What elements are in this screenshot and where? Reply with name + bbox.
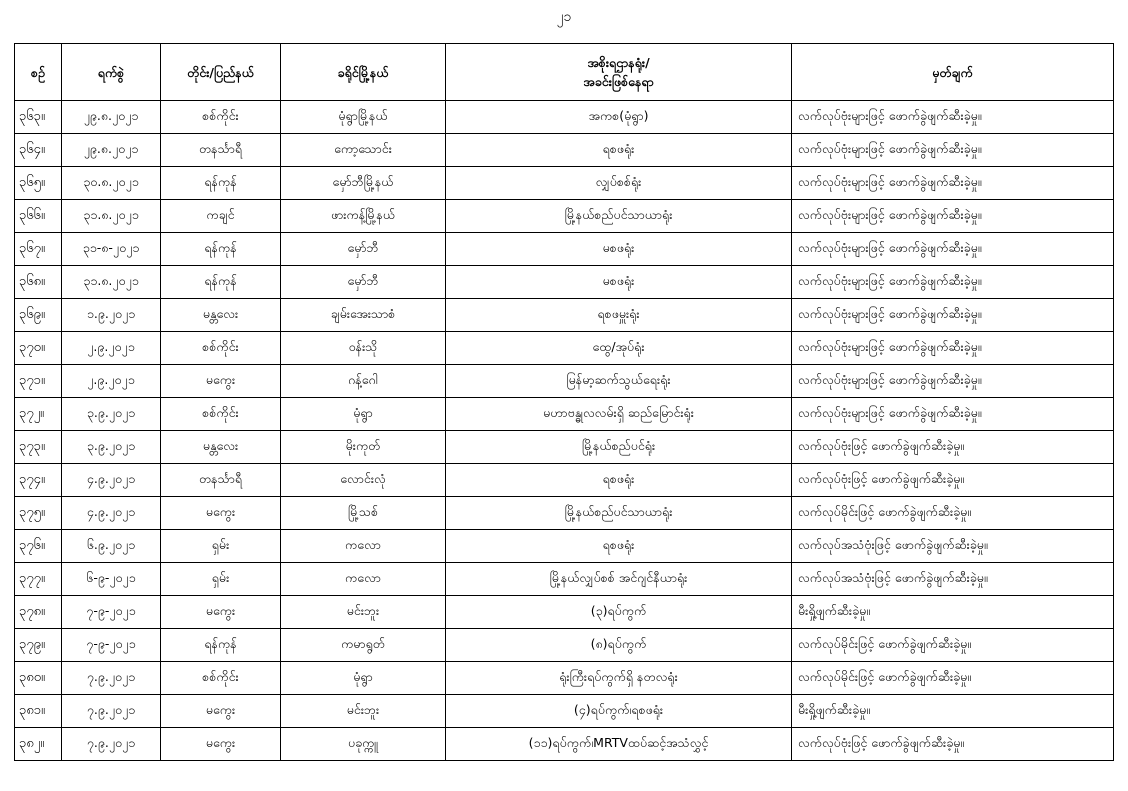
cell-no: ၃၆၄။ xyxy=(15,134,62,167)
table-row xyxy=(15,431,1114,464)
table-row xyxy=(15,134,1114,167)
cell-district: ဂန့်ဂေါ xyxy=(281,365,446,398)
cell-district: ဖားကန့်မြို့နယ် xyxy=(281,200,446,233)
cell-remark: လက်လုပ်ဗုံးများဖြင့် ဖောက်ခွဲဖျက်ဆီးခဲ့မှု။ xyxy=(792,365,1114,398)
cell-remark: လက်လုပ်မိုင်းဖြင့် ဖောက်ခွဲဖျက်ဆီးခဲ့မှု။ xyxy=(792,662,1114,695)
cell-office: မစဖရုံး xyxy=(446,266,792,299)
cell-date: ၃၁.၈.၂၀၂၁ xyxy=(62,200,161,233)
cell-remark: လက်လုပ်ဗုံးများဖြင့် ဖောက်ခွဲဖျက်ဆီးခဲ့မှု။ xyxy=(792,398,1114,431)
cell-no: ၃၇၈။ xyxy=(15,596,62,629)
cell-region: စစ်ကိုင်း xyxy=(161,332,281,365)
cell-district: ကလော xyxy=(281,530,446,563)
table-row xyxy=(15,629,1114,662)
cell-date: ၂.၉.၂၀၂၁ xyxy=(62,365,161,398)
cell-no: ၃၆၅။ xyxy=(15,167,62,200)
table-row xyxy=(15,728,1114,761)
cell-date: ၂.၉.၂၀၂၁ xyxy=(62,332,161,365)
cell-district: လောင်းလုံ xyxy=(281,464,446,497)
cell-remark: လက်လုပ်အသံဗုံးဖြင့် ဖောက်ခွဲဖျက်ဆီးခဲ့မှု။ xyxy=(792,563,1114,596)
cell-district: မိုးကုတ် xyxy=(281,431,446,464)
cell-no: ၃၇၃။ xyxy=(15,431,62,464)
header-office xyxy=(446,44,792,101)
table-row xyxy=(15,662,1114,695)
cell-office: လျှပ်စစ်ရုံး xyxy=(446,167,792,200)
header-region: တိုင်း/ပြည်နယ် xyxy=(161,44,281,101)
cell-no: ၃၆၃။ xyxy=(15,101,62,134)
cell-district: မြို့သစ် xyxy=(281,497,446,530)
cell-no: ၃၈၂။ xyxy=(15,728,62,761)
cell-no: ၃၆၈။ xyxy=(15,266,62,299)
cell-no: ၃၇၄။ xyxy=(15,464,62,497)
table-row xyxy=(15,695,1114,728)
cell-office: မြို့နယ်စည်ပင်ရုံး xyxy=(446,431,792,464)
cell-district: မှော်ဘီ xyxy=(281,266,446,299)
cell-remark: လက်လုပ်ဗုံးများဖြင့် ဖောက်ခွဲဖျက်ဆီးခဲ့မှု။ xyxy=(792,332,1114,365)
table-row xyxy=(15,596,1114,629)
table-row xyxy=(15,497,1114,530)
table-row xyxy=(15,299,1114,332)
cell-no: ၃၇၅။ xyxy=(15,497,62,530)
cell-region: ရှမ်း xyxy=(161,563,281,596)
cell-office: ရစဖရုံး xyxy=(446,530,792,563)
cell-date: ၇-၉-၂၀၂၁ xyxy=(62,596,161,629)
cell-region: ရန်ကုန် xyxy=(161,167,281,200)
cell-no: ၃၇၁။ xyxy=(15,365,62,398)
cell-remark: လက်လုပ်အသံဗုံးဖြင့် ဖောက်ခွဲဖျက်ဆီးခဲ့မှု။ xyxy=(792,530,1114,563)
cell-region: ရန်ကုန် xyxy=(161,266,281,299)
cell-region: တနင်္သာရီ xyxy=(161,134,281,167)
cell-remark: လက်လုပ်ဗုံးဖြင့် ဖောက်ခွဲဖျက်ဆီးခဲ့မှု။ xyxy=(792,431,1114,464)
cell-date: ၃.၉.၂၀၂၁ xyxy=(62,398,161,431)
cell-office: (၄)ရပ်ကွက်၊ရစဖရုံး xyxy=(446,695,792,728)
cell-region: ကချင် xyxy=(161,200,281,233)
cell-no: ၃၈၁။ xyxy=(15,695,62,728)
cell-no: ၃၇၂။ xyxy=(15,398,62,431)
table-header-row xyxy=(15,44,1114,101)
cell-date: ၇.၉.၂၀၂၁ xyxy=(62,728,161,761)
cell-office: အကစ(မုံရွာ) xyxy=(446,101,792,134)
table-row xyxy=(15,167,1114,200)
cell-region: စစ်ကိုင်း xyxy=(161,101,281,134)
cell-region: ရန်ကုန် xyxy=(161,233,281,266)
cell-region: မကွေး xyxy=(161,596,281,629)
cell-region: မကွေး xyxy=(161,728,281,761)
cell-date: ၇.၉.၂၀၂၁ xyxy=(62,662,161,695)
cell-district: မင်းဘူး xyxy=(281,695,446,728)
cell-district: ကမာရွတ် xyxy=(281,629,446,662)
header-office-line-1: အစိုးရဌာနရုံး/ xyxy=(587,55,650,70)
cell-region: မကွေး xyxy=(161,365,281,398)
cell-remark: လက်လုပ်ဗုံးများဖြင့် ဖောက်ခွဲဖျက်ဆီးခဲ့မှု။ xyxy=(792,134,1114,167)
cell-district: မုံရွာ xyxy=(281,398,446,431)
cell-region: စစ်ကိုင်း xyxy=(161,398,281,431)
cell-region: ရန်ကုန် xyxy=(161,629,281,662)
cell-date: ၄.၉.၂၀၂၁ xyxy=(62,497,161,530)
cell-district: ကော့သောင်း xyxy=(281,134,446,167)
cell-office: ရစဖမှူးရုံး xyxy=(446,299,792,332)
cell-date: ၇.၉.၂၀၂၁ xyxy=(62,695,161,728)
table-row xyxy=(15,101,1114,134)
cell-remark: လက်လုပ်ဗုံးများဖြင့် ဖောက်ခွဲဖျက်ဆီးခဲ့မှု။ xyxy=(792,200,1114,233)
cell-remark: လက်လုပ်မိုင်းဖြင့် ဖောက်ခွဲဖျက်ဆီးခဲ့မှု။ xyxy=(792,497,1114,530)
cell-no: ၃၆၉။ xyxy=(15,299,62,332)
cell-date: ၁.၉.၂၀၂၁ xyxy=(62,299,161,332)
cell-district: ချမ်းအေးသာစံ xyxy=(281,299,446,332)
cell-district: မုံရွာမြို့နယ် xyxy=(281,101,446,134)
cell-district: ဝန်းသို xyxy=(281,332,446,365)
cell-remark: လက်လုပ်ဗုံးများဖြင့် ဖောက်ခွဲဖျက်ဆီးခဲ့မှု။ xyxy=(792,233,1114,266)
cell-remark: မီးရှို့ဖျက်ဆီးခဲ့မှု။ xyxy=(792,596,1114,629)
table-row xyxy=(15,365,1114,398)
cell-date: ၇-၉-၂၀၂၁ xyxy=(62,629,161,662)
cell-date: ၃၁.၈.၂၀၂၁ xyxy=(62,266,161,299)
cell-remark: လက်လုပ်ဗုံးဖြင့် ဖောက်ခွဲဖျက်ဆီးခဲ့မှု။ xyxy=(792,728,1114,761)
cell-office: မြို့နယ်လျှပ်စစ် အင်ဂျင်နီယာရုံး xyxy=(446,563,792,596)
cell-no: ၃၇၆။ xyxy=(15,530,62,563)
table-row xyxy=(15,563,1114,596)
cell-no: ၃၆၆။ xyxy=(15,200,62,233)
cell-date: ၃၀.၈.၂၀၂၁ xyxy=(62,167,161,200)
cell-no: ၃၇၉။ xyxy=(15,629,62,662)
table-row xyxy=(15,398,1114,431)
cell-office: ရစဖရုံး xyxy=(446,464,792,497)
cell-district: မှော်ဘီ xyxy=(281,233,446,266)
table-row xyxy=(15,266,1114,299)
cell-remark: လက်လုပ်ဗုံးများဖြင့် ဖောက်ခွဲဖျက်ဆီးခဲ့မှု။ xyxy=(792,167,1114,200)
header-office-line-2: အခင်းဖြစ်နေရာ xyxy=(583,74,654,89)
cell-office: ရစဖရုံး xyxy=(446,134,792,167)
cell-no: ၃၆၇။ xyxy=(15,233,62,266)
cell-date: ၃.၉.၂၀၂၁ xyxy=(62,431,161,464)
cell-region: မန္တလေး xyxy=(161,299,281,332)
cell-office: ထွေ/အုပ်ရုံး xyxy=(446,332,792,365)
table-row xyxy=(15,233,1114,266)
cell-remark: လက်လုပ်ဗုံးများဖြင့် ဖောက်ခွဲဖျက်ဆီးခဲ့မှု။ xyxy=(792,299,1114,332)
cell-district: ကလော xyxy=(281,563,446,596)
cell-district: မင်းဘူး xyxy=(281,596,446,629)
cell-remark: လက်လုပ်ဗုံးများဖြင့် ဖောက်ခွဲဖျက်ဆီးခဲ့မှု။ xyxy=(792,266,1114,299)
cell-date: ၆.၉.၂၀၂၁ xyxy=(62,530,161,563)
table-row xyxy=(15,464,1114,497)
cell-region: ရှမ်း xyxy=(161,530,281,563)
table-row xyxy=(15,200,1114,233)
cell-remark: လက်လုပ်ဗုံးများဖြင့် ဖောက်ခွဲဖျက်ဆီးခဲ့မှု။ xyxy=(792,101,1114,134)
cell-region: မန္တလေး xyxy=(161,431,281,464)
cell-no: ၃၇၇။ xyxy=(15,563,62,596)
cell-date: ၂၉.၈.၂၀၂၁ xyxy=(62,101,161,134)
cell-remark: လက်လုပ်မိုင်းဖြင့် ဖောက်ခွဲဖျက်ဆီးခဲ့မှု။ xyxy=(792,629,1114,662)
table-row xyxy=(15,332,1114,365)
cell-office: မြန်မာ့ဆက်သွယ်ရေးရုံး xyxy=(446,365,792,398)
cell-office: မဟာဗန္ဓုလလမ်းရှိ ဆည်မြောင်းရုံး xyxy=(446,398,792,431)
cell-district: ပခုက္ကူ xyxy=(281,728,446,761)
cell-no: ၃၈၀။ xyxy=(15,662,62,695)
cell-office: မြို့နယ်စည်ပင်သာယာရုံး xyxy=(446,497,792,530)
cell-date: ၄.၉.၂၀၂၁ xyxy=(62,464,161,497)
cell-remark: လက်လုပ်ဗုံးဖြင့် ဖောက်ခွဲဖျက်ဆီးခဲ့မှု။ xyxy=(792,464,1114,497)
cell-date: ၃၁-၈-၂၀၂၁ xyxy=(62,233,161,266)
page-number: ၂၁ xyxy=(556,9,572,25)
cell-region: စစ်ကိုင်း xyxy=(161,662,281,695)
cell-office: မြို့နယ်စည်ပင်သာယာရုံး xyxy=(446,200,792,233)
cell-no: ၃၇၀။ xyxy=(15,332,62,365)
cell-office: ရုံးကြီးရပ်ကွက်ရှိ နတလရုံး xyxy=(446,662,792,695)
cell-remark: မီးရှို့ဖျက်ဆီးခဲ့မှု။ xyxy=(792,695,1114,728)
header-remark: မှတ်ချက် xyxy=(792,44,1114,101)
cell-region: မကွေး xyxy=(161,497,281,530)
cell-office: မစဖရုံး xyxy=(446,233,792,266)
table-row xyxy=(15,530,1114,563)
cell-region: တနင်္သာရီ xyxy=(161,464,281,497)
cell-office: (၃)ရပ်ကွက် xyxy=(446,596,792,629)
header-district: ခရိုင်မြို့နယ် xyxy=(281,44,446,101)
cell-date: ၂၉.၈.၂၀၂၁ xyxy=(62,134,161,167)
cell-region: မကွေး xyxy=(161,695,281,728)
header-no: စဉ် xyxy=(15,44,62,101)
cell-district: မှော်ဘီမြို့နယ် xyxy=(281,167,446,200)
incident-table xyxy=(14,43,1114,761)
header-date: ရက်စွဲ xyxy=(62,44,161,101)
cell-district: မုံရွာ xyxy=(281,662,446,695)
cell-date: ၆-၉-၂၀၂၁ xyxy=(62,563,161,596)
cell-office: (၁၁)ရပ်ကွက်၊MRTVထပ်ဆင့်အသံလွှင့် xyxy=(446,728,792,761)
cell-office: (၈)ရပ်ကွက် xyxy=(446,629,792,662)
